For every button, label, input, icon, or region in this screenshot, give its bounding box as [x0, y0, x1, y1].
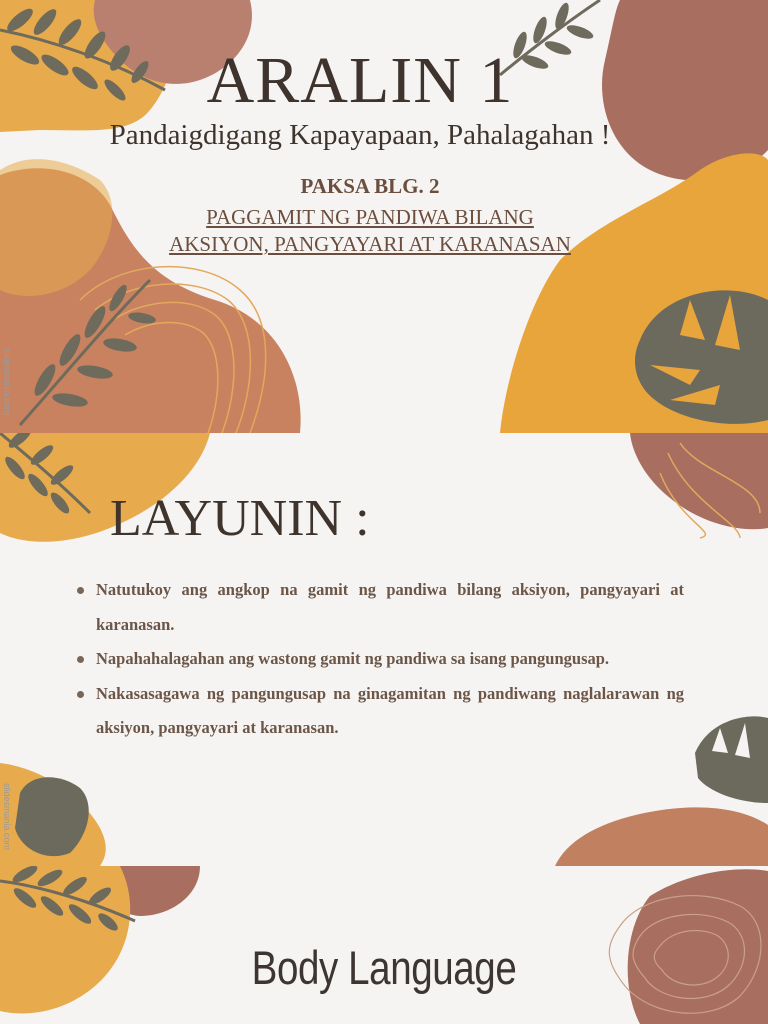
list-item: Nakasasagawa ng pangungusap na ginagamitan ng pandiwang naglalarawan ng aksiyon, pangyayari at karanasan.	[78, 677, 684, 746]
title-slide	[0, 0, 768, 433]
list-item: Napahahalagahan ang wastong gamit ng pandiwa sa isang pangungusap.	[78, 642, 684, 677]
objectives-slide	[0, 433, 768, 866]
topic-number: PAKSA BLG. 2	[300, 174, 440, 198]
lesson-title: ARALIN 1	[206, 44, 514, 117]
brown-blob-top-right	[630, 433, 768, 529]
objectives-list	[78, 573, 684, 746]
mustard-blob-left	[0, 866, 130, 1013]
body-language-slide	[0, 866, 768, 1024]
brown-blob-bottom-right	[555, 807, 768, 866]
watermark: slidesmania.com	[2, 783, 12, 851]
topic-title	[0, 204, 740, 259]
list-item: Natutukoy ang angkop na gamit ng pandiwa bilang aksiyon, pangyayari at karanasan.	[78, 573, 684, 642]
topic-line-1: PAGGAMIT NG PANDIWA BILANG	[206, 205, 534, 229]
slide-title: Body Language	[251, 941, 517, 994]
topic-line-2: AKSIYON, PANGYAYARI AT KARANASAN	[169, 232, 571, 257]
monstera-leaf-bottom-right	[695, 716, 768, 803]
lesson-subtitle: Pandaigdigang Kapayapaan, Pahalagahan !	[109, 119, 611, 151]
objectives-heading: LAYUNIN :	[110, 490, 370, 547]
watermark: slidesmania.com	[2, 348, 12, 416]
